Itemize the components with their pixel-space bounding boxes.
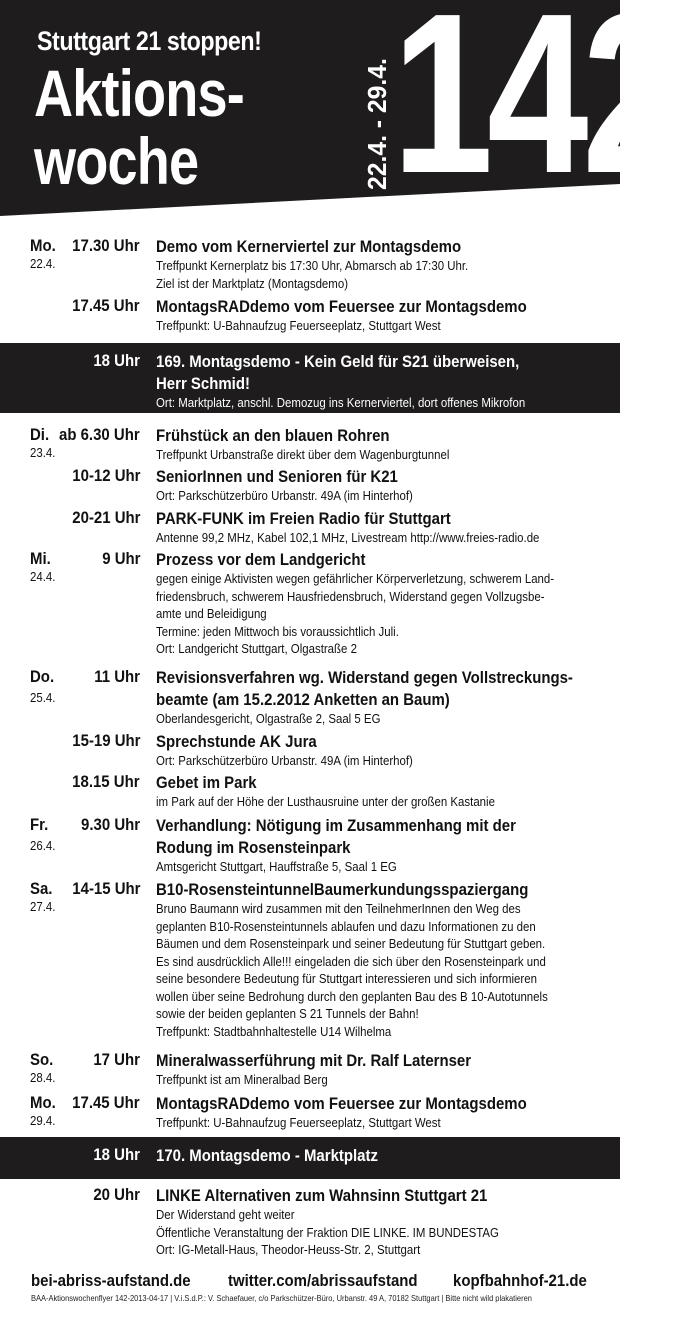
event-time: 18 Uhr — [93, 1145, 140, 1164]
event-title: SeniorInnen und Senioren für K21 — [156, 467, 398, 486]
event-day: So. — [30, 1050, 54, 1069]
event-title: Prozess vor dem Landgericht — [156, 550, 366, 569]
event-description: Antenne 99,2 MHz, Kabel 102,1 MHz, Livestream http://www.freies-radio.de — [156, 530, 540, 545]
event-description: Ort: Marktplatz, anschl. Demozug ins Kernerviertel, dort offenes Mikrofon — [156, 395, 526, 410]
event-date: 29.4. — [30, 1113, 56, 1128]
event-date: 25.4. — [30, 690, 56, 705]
event-description: Der Widerstand geht weiter — [156, 1207, 295, 1222]
event-description: Treffpunkt: Stadtbahnhaltestelle U14 Wilhelma — [156, 1023, 392, 1039]
header-subtitle: Stuttgart 21 stoppen! — [37, 26, 262, 56]
event-day: Di. — [30, 425, 50, 444]
event-date: 26.4. — [30, 838, 56, 853]
event-title: 169. Montagsdemo - Kein Geld für S21 überweisen, — [156, 352, 520, 371]
event-description: Oberlandesgericht, Olgastraße 2, Saal 5 EG — [156, 711, 381, 726]
event-description: sowie der beiden geplanten S 21 Tunnels der Bahn! — [156, 1006, 419, 1021]
event-time: 10-12 Uhr — [71, 466, 140, 485]
event-time: 20 Uhr — [93, 1185, 140, 1204]
event-date: 23.4. — [30, 445, 56, 460]
event-time: 17.45 Uhr — [72, 1093, 140, 1112]
footer-link-bei-abriss-aufstand[interactable]: bei-abriss-aufstand.de — [31, 1271, 191, 1290]
header-title-line2: woche — [34, 124, 199, 198]
event-description: Bruno Baumann wird zusammen mit den TeilnehmerInnen den Weg des — [156, 901, 521, 916]
event-title: Sprechstunde AK Jura — [156, 732, 317, 751]
header-issue-number: 142 — [392, 0, 677, 221]
footer-link-twitter[interactable]: twitter.com/abrissaufstand — [228, 1271, 418, 1290]
event-title: MontagsRADdemo vom Feuersee zur Montagsdemo — [156, 297, 527, 316]
event-description: Ort: IG-Metall-Haus, Theodor-Heuss-Str. 2, Stuttgart — [156, 1242, 421, 1257]
event-description: Treffpunkt Kernerplatz bis 17:30 Uhr, Abmarsch ab 17:30 Uhr. — [156, 258, 469, 273]
header-date-range: 22.4. - 29.4. — [362, 58, 392, 191]
header-banner — [0, 0, 677, 228]
event-description: Treffpunkt ist am Mineralbad Berg — [156, 1072, 328, 1087]
event-title: Gebet im Park — [156, 773, 257, 792]
event-time: 18 Uhr — [93, 351, 140, 370]
event-title: Verhandlung: Nötigung im Zusammenhang mit der — [156, 816, 516, 835]
event-title: Herr Schmid! — [156, 374, 250, 393]
event-description: im Park auf der Höhe der Lusthausruine unter der großen Kastanie — [156, 794, 495, 809]
event-date: 24.4. — [30, 569, 56, 584]
event-time: 15-19 Uhr — [71, 731, 140, 750]
event-description: geplanten B10-Rosensteintunnels ablaufen und dazu Informationen zu den — [156, 918, 536, 934]
event-description: Treffpunkt: U-Bahnaufzug Feuerseeplatz, Stuttgart West — [156, 318, 441, 333]
event-day: Sa. — [30, 879, 53, 898]
event-time: 17.30 Uhr — [72, 236, 140, 255]
event-day: Fr. — [30, 815, 49, 834]
event-description: amte und Beleidigung — [156, 606, 267, 621]
event-description: wollen über seine Bedrohung durch den geplanten Bau des B 10-Autotunnels — [156, 988, 548, 1004]
event-day: Mi. — [30, 549, 51, 568]
event-description: Es sind ausdrücklich Alle!!! eingeladen die sich über den Rosensteinpark und — [156, 953, 546, 969]
event-description: seine besondere Bedeutung für Stuttgart interessieren und sich informieren — [156, 971, 537, 986]
event-date: 22.4. — [30, 256, 56, 271]
event-time: 18.15 Uhr — [72, 772, 140, 791]
event-title: beamte (am 15.2.2012 Anketten an Baum) — [156, 690, 450, 709]
event-title: Frühstück an den blauen Rohren — [156, 426, 390, 445]
event-day: Do. — [30, 667, 55, 686]
event-description: Treffpunkt: U-Bahnaufzug Feuerseeplatz, Stuttgart West — [156, 1115, 441, 1130]
event-time: 17 Uhr — [93, 1050, 140, 1069]
event-title: LINKE Alternativen zum Wahnsinn Stuttgart 21 — [156, 1186, 488, 1205]
event-description: Ziel ist der Marktplatz (Montagsdemo) — [156, 275, 349, 291]
event-time: ab 6.30 Uhr — [59, 425, 140, 444]
event-description: Öffentliche Veranstaltung der Fraktion DIE LINKE. IM BUNDESTAG — [156, 1224, 499, 1240]
event-time: 11 Uhr — [94, 667, 140, 686]
event-date: 28.4. — [30, 1070, 56, 1085]
event-description: Amtsgericht Stuttgart, Hauffstraße 5, Saal 1 EG — [156, 859, 397, 874]
event-day: Mo. — [30, 1093, 56, 1112]
event-description: Termine: jeden Mittwoch bis voraussichtlich Juli. — [156, 623, 399, 639]
header-title-line1: Aktions- — [34, 56, 244, 130]
event-day: Mo. — [30, 236, 56, 255]
event-title: Demo vom Kernerviertel zur Montagsdemo — [156, 237, 462, 256]
event-description: Ort: Parkschützerbüro Urbanstr. 49A (im Hinterhof) — [156, 753, 413, 768]
event-description: Ort: Landgericht Stuttgart, Olgastraße 2 — [156, 641, 357, 656]
event-time: 9 Uhr — [101, 549, 140, 568]
imprint: BAA-Aktionswochenflyer 142-2013-04-17 | V.i.S.d.P.: V. Schaefauer, c/o Parkschützer-Büro, Urbanstr. 49 A, 70182 Stuttgart | Bitte nicht wild plakatieren — [31, 1293, 532, 1303]
event-title: MontagsRADdemo vom Feuersee zur Montagsdemo — [156, 1094, 527, 1113]
event-date: 27.4. — [30, 899, 56, 914]
event-description: friedensbruch, schwerem Hausfriedensbruch, Widerstand gegen Vollzugsbe- — [156, 588, 545, 604]
event-time: 9.30 Uhr — [80, 815, 140, 834]
event-time: 17.45 Uhr — [72, 296, 140, 315]
event-time: 14-15 Uhr — [71, 879, 140, 898]
event-title: Mineralwasserführung mit Dr. Ralf Laternser — [156, 1051, 472, 1070]
event-description: gegen einige Aktivisten wegen gefährlicher Körperverletzung, schwerem Land- — [156, 571, 555, 586]
event-description: Treffpunkt Urbanstraße direkt über dem Wagenburgtunnel — [156, 447, 450, 462]
event-description: Bäumen und dem Rosensteinpark und seiner Bedeutung für Stuttgart geben. — [156, 936, 546, 951]
event-description: Ort: Parkschützerbüro Urbanstr. 49A (im Hinterhof) — [156, 488, 413, 503]
event-title: B10-RosensteintunnelBaumerkundungsspaziergang — [156, 880, 529, 899]
event-title: PARK-FUNK im Freien Radio für Stuttgart — [156, 509, 451, 528]
event-title: Revisionsverfahren wg. Widerstand gegen Vollstreckungs- — [156, 668, 573, 687]
event-time: 20-21 Uhr — [71, 508, 140, 527]
footer-link-kopfbahnhof[interactable]: kopfbahnhof-21.de — [453, 1271, 587, 1290]
event-title: 170. Montagsdemo - Marktplatz — [156, 1146, 378, 1165]
event-title: Rodung im Rosensteinpark — [156, 838, 351, 857]
